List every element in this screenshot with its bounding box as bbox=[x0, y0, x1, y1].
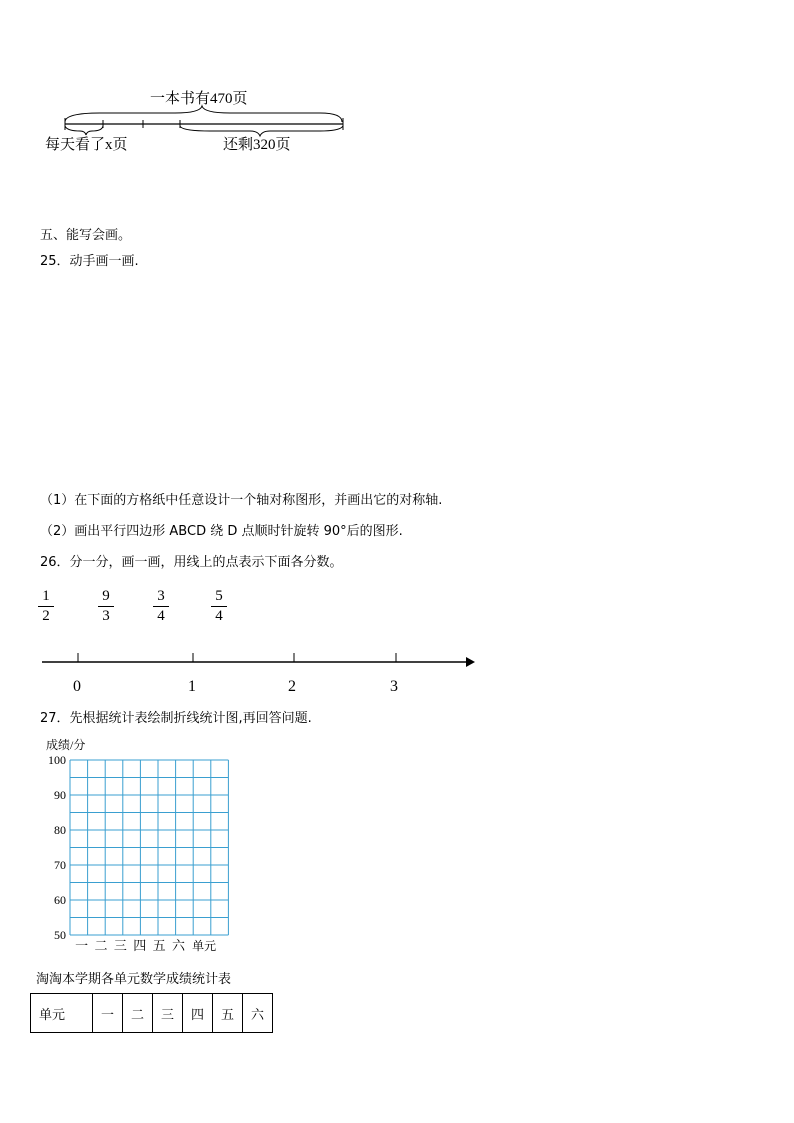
table-title: 淘淘本学期各单元数学成绩统计表 bbox=[36, 972, 232, 987]
number-line bbox=[38, 648, 478, 698]
tick-label: 3 bbox=[390, 678, 398, 695]
score-table bbox=[30, 993, 273, 1033]
tick-label: 1 bbox=[188, 678, 196, 695]
table-cell: 四 bbox=[183, 994, 213, 1033]
section-heading: 五、能写会画。 bbox=[40, 228, 132, 243]
fraction: 9 3 bbox=[98, 588, 114, 625]
y-tick-label: 60 bbox=[54, 893, 66, 907]
table-cell: 一 bbox=[93, 994, 123, 1033]
tick-label: 2 bbox=[288, 678, 296, 695]
y-tick-label: 100 bbox=[48, 753, 66, 767]
score-line-chart bbox=[30, 735, 240, 955]
y-tick-label: 80 bbox=[54, 823, 66, 837]
x-tick-label: 三 bbox=[113, 938, 127, 953]
chart-ylabel: 成绩/分 bbox=[46, 738, 86, 752]
fraction: 5 4 bbox=[211, 588, 227, 625]
table-cell: 二 bbox=[123, 994, 153, 1033]
x-tick-label: 五 bbox=[152, 938, 166, 953]
q25-title: 25．动手画一画. bbox=[40, 254, 139, 269]
x-tick-label: 一 bbox=[75, 938, 89, 953]
table-row bbox=[31, 994, 273, 1033]
x-tick-label: 二 bbox=[94, 938, 108, 953]
q25-part1: （1）在下面的方格纸中任意设计一个轴对称图形，并画出它的对称轴. bbox=[40, 493, 443, 508]
total-pages-label: 一本书有470页 bbox=[150, 91, 248, 107]
remaining-pages-label: 还剩320页 bbox=[223, 137, 291, 153]
fraction: 3 4 bbox=[153, 588, 169, 625]
q26-title: 26．分一分，画一画，用线上的点表示下面各分数。 bbox=[40, 555, 343, 570]
book-pages-diagram bbox=[40, 80, 360, 160]
tick-label: 0 bbox=[73, 678, 81, 695]
y-tick-label: 70 bbox=[54, 858, 66, 872]
q25-part2: （2）画出平行四边形 ABCD 绕 D 点顺时针旋转 90°后的图形. bbox=[40, 524, 403, 539]
x-tick-label: 四 bbox=[133, 938, 147, 953]
table-cell: 单元 bbox=[31, 994, 93, 1033]
arrow-icon bbox=[466, 657, 475, 667]
table-cell: 六 bbox=[243, 994, 273, 1033]
daily-brace bbox=[65, 126, 103, 135]
fraction: 1 2 bbox=[38, 588, 54, 625]
chart-xlabel: 单元 bbox=[192, 939, 217, 953]
table-cell: 三 bbox=[153, 994, 183, 1033]
daily-pages-label: 每天看了x页 bbox=[45, 137, 128, 153]
q27-title: 27．先根据统计表绘制折线统计图,再回答问题. bbox=[40, 711, 312, 726]
total-brace bbox=[65, 106, 342, 122]
y-tick-label: 90 bbox=[54, 788, 66, 802]
x-tick-label: 六 bbox=[171, 938, 185, 953]
remaining-brace bbox=[180, 126, 343, 136]
table-cell: 五 bbox=[213, 994, 243, 1033]
y-tick-label: 50 bbox=[54, 928, 66, 942]
